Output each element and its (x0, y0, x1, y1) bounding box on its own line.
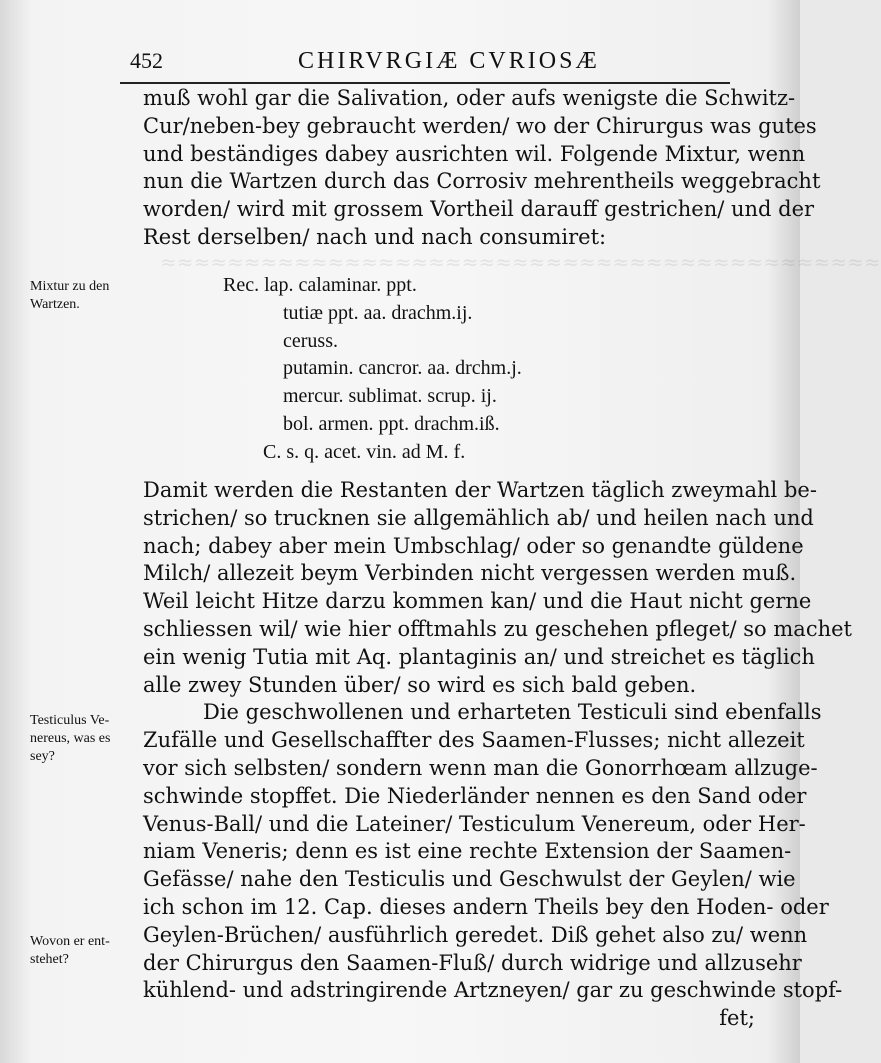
header-rule (120, 82, 730, 84)
text-line: niam Veneris; denn es ist eine rechte Extension der Saamen- (143, 839, 792, 864)
text-line: ich schon im 12. Cap. dieses andern Theils bey den Hoden- oder (143, 894, 829, 919)
text-line: und beständiges dabey ausrichten wil. Folgende Mixtur, wenn (143, 141, 806, 166)
text-line: strichen/ so trucknen sie allgemählich ab/ und heilen nach und (143, 505, 814, 530)
paragraph-3 (143, 699, 843, 1033)
margin-note-wovon (30, 933, 150, 969)
text-line: Damit werden die Restanten der Wartzen täglich zweymahl be- (143, 478, 817, 502)
recipe-block (223, 272, 603, 467)
text-line: muß wohl gar die Salivation, oder aufs wenigste die Schwitz- (143, 86, 796, 110)
text-line: schwinde stopffet. Die Niederländer nennen es den Sand oder (143, 783, 807, 808)
text-line: worden/ wird mit grossem Vortheil darauff gestrichen/ und der (143, 197, 815, 222)
text-line: nach; dabey aber mein Umbschlag/ oder so genandte güldene (143, 533, 804, 558)
show-through-texture: ≈≈≈≈≈≈≈≈≈≈≈≈≈≈≈≈≈≈≈≈≈≈≈≈≈≈≈≈≈≈≈≈≈≈≈≈≈≈≈≈≈≈≈ (160, 250, 881, 274)
paragraph-1 (143, 85, 821, 252)
text-line: der Chirurgus den Saamen-Fluß/ durch widrige und allzusehr (143, 950, 802, 975)
margin-note-testiculus (30, 712, 150, 766)
margin-note-line: Testiculus Ve- (30, 713, 110, 728)
running-title: CHIRVRGIÆ CVRIOSÆ (298, 48, 600, 74)
margin-note-line: Mixtur zu den (30, 279, 110, 294)
recipe-line: C. s. q. acet. vin. ad M. f. (263, 440, 466, 463)
recipe-line: Rec. lap. calaminar. ppt. (223, 274, 417, 296)
text-line: Gefässe/ nahe den Testiculis und Geschwulst der Geylen/ wie (143, 867, 796, 892)
text-line: Zufälle und Gesellschaffter des Saamen-Flusses; nicht allezeit (143, 728, 805, 753)
margin-note-line: nereus, was es (30, 731, 111, 746)
text-line: Die geschwollenen und erharteten Testiculi sind ebenfalls (203, 700, 822, 725)
page-header (130, 40, 770, 84)
recipe-line: tutiæ ppt. aa. drachm.ij. (283, 301, 473, 324)
text-line: alle zwey Stunden über/ so wird es sich bald geben. (143, 672, 697, 697)
recipe-line: mercur. sublimat. scrup. ij. (283, 385, 497, 408)
text-line: Geylen-Brüchen/ ausführlich geredet. Diß gehet also zu/ wenn (143, 922, 808, 947)
paragraph-2 (143, 477, 852, 1033)
margin-note-line: sey? (30, 749, 55, 764)
text-line: ein wenig Tutia mit Aq. plantaginis an/ und streichet es täglich (143, 644, 815, 669)
margin-note-line: Wartzen. (30, 297, 80, 312)
text-line: Venus-Ball/ und die Lateiner/ Testiculum Venereum, oder Her- (143, 811, 806, 836)
margin-note-line: stehet? (30, 952, 69, 967)
recipe-line: ceruss. (283, 329, 338, 352)
recipe-line: bol. armen. ppt. drachm.iß. (283, 412, 500, 435)
text-line: kühlend- und adstringirende Artzneyen/ gar zu geschwinde stopf- (143, 978, 843, 1003)
text-line: Cur/neben-bey gebraucht werden/ wo der Chirurgus was gutes (143, 113, 817, 138)
margin-note-line: Wovon er ent- (30, 934, 110, 949)
margin-note-mixtur (30, 278, 150, 314)
text-line: schliessen wil/ wie hier offtmahls zu geschehen pfleget/ so machet (143, 616, 852, 641)
recipe-line: putamin. cancror. aa. drchm.j. (283, 357, 522, 380)
text-line: nun die Wartzen durch das Corrosiv mehrentheils weggebracht (143, 169, 821, 194)
text-line: fet; (719, 1006, 755, 1031)
page-number: 452 (130, 48, 163, 73)
text-line: Milch/ allezeit beym Verbinden nicht vergessen werden muß. (143, 561, 797, 586)
text-line: vor sich selbsten/ sondern wenn man die Gonorrhœam allzuge- (143, 755, 818, 780)
text-line: Rest derselben/ nach und nach consumiret: (143, 224, 607, 249)
text-line: Weil leicht Hitze darzu kommen kan/ und die Haut nicht gerne (143, 589, 812, 614)
